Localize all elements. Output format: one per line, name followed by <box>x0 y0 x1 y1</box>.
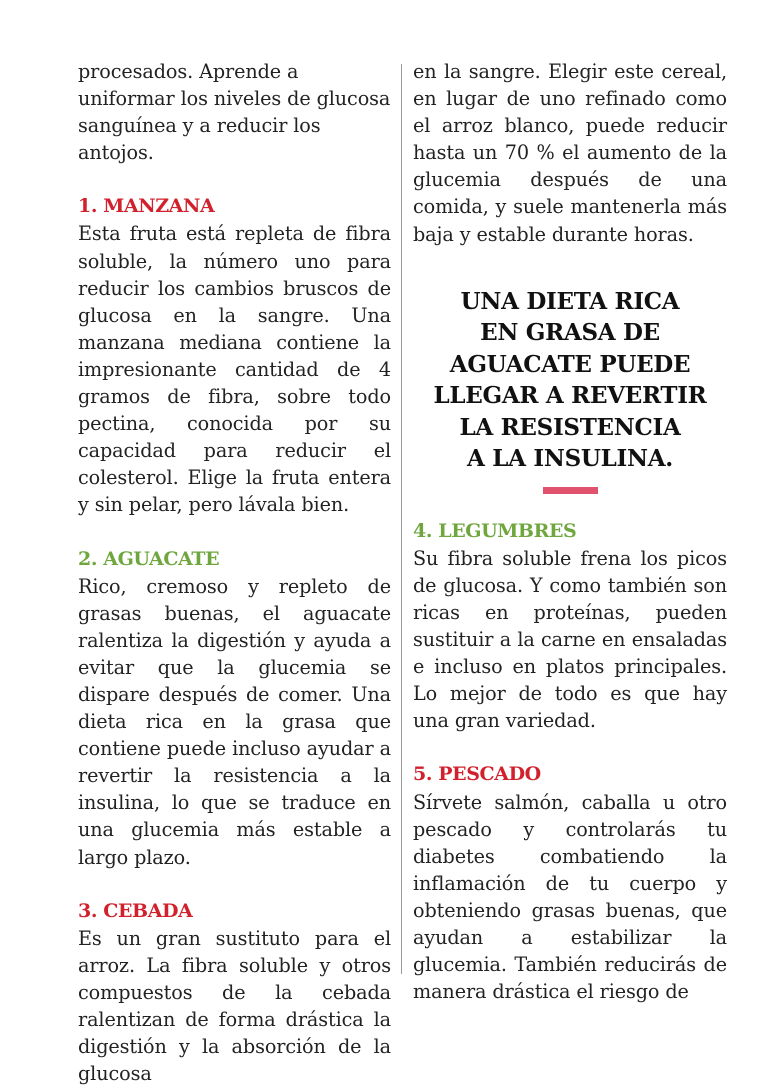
pull-quote-line: EN GRASA DE <box>480 319 660 347</box>
intro-paragraph: procesados. Aprende a uniformar los niveles de glucosa sanguínea y a reducir los antojos. <box>78 60 391 165</box>
heading-aguacate: 2. AGUACATE <box>78 547 220 570</box>
right-column <box>413 58 727 1005</box>
pull-quote-line: LA RESISTENCIA <box>459 413 681 441</box>
heading-legumbres: 4. LEGUMBRES <box>413 519 577 542</box>
pull-quote-line: LLEGAR A REVERTIR <box>433 382 707 410</box>
pull-quote-line: AGUACATE PUEDE <box>449 350 691 378</box>
pull-quote-line: UNA DIETA RICA <box>460 287 680 315</box>
body-manzana: Esta fruta está repleta de fibra soluble, la número uno para reducir los cambios bruscos de glucosa en la sangre. Una manzana mediana contiene la impresionante cantidad de 4 gramos de fibra, sobre todo pectina, conocida por su capacidad para reducir el colesterol. Elige la fruta entera y sin pelar, pero lávala bien. <box>78 222 391 517</box>
body-legumbres: Su fibra soluble frena los picos de glucosa. Y como también son ricas en proteínas, pueden sustituir a la carne en ensaladas e incluso en platos principales. Lo mejor de todo es que hay una gran variedad. <box>413 546 727 733</box>
pull-quote-line: A LA INSULINA. <box>467 445 673 473</box>
pull-quote <box>413 286 727 475</box>
body-pescado: Sírvete salmón, caballa u otro pescado y controlarás tu diabetes combatiendo la inflamación de tu cuerpo y obteniendo grasas buenas, que ayudan a estabilizar la glucemia. También reducirás de manera drástica el riesgo de <box>413 790 727 1004</box>
heading-cebada: 3. CEBADA <box>78 899 193 922</box>
body-cebada: Es un gran sustituto para el arroz. La fibra soluble y otros compuestos de la cebada ralentizan de forma drástica la digestión y la absorción de la glucosa <box>78 926 391 1086</box>
heading-pescado: 5. PESCADO <box>413 763 541 786</box>
continuation-paragraph: en la sangre. Elegir este cereal, en lugar de uno refinado como el arroz blanco, puede reducir hasta un 70 % el aumento de la glucemia después de una comida, y suele mantenerla más baja y estable durante horas. <box>413 60 727 246</box>
column-divider <box>401 64 402 974</box>
left-column <box>78 58 391 1087</box>
pull-quote-accent-bar <box>543 487 598 494</box>
body-aguacate: Rico, cremoso y repleto de grasas buenas, el aguacate ralentiza la digestión y ayuda a evitar que la glucemia se dispare después de comer. Una dieta rica en la grasa que contiene puede incluso ayudar a revertir la resistencia a la insulina, lo que se traduce en una glucemia más estable a largo plazo. <box>78 574 391 869</box>
heading-manzana: 1. MANZANA <box>78 195 215 218</box>
